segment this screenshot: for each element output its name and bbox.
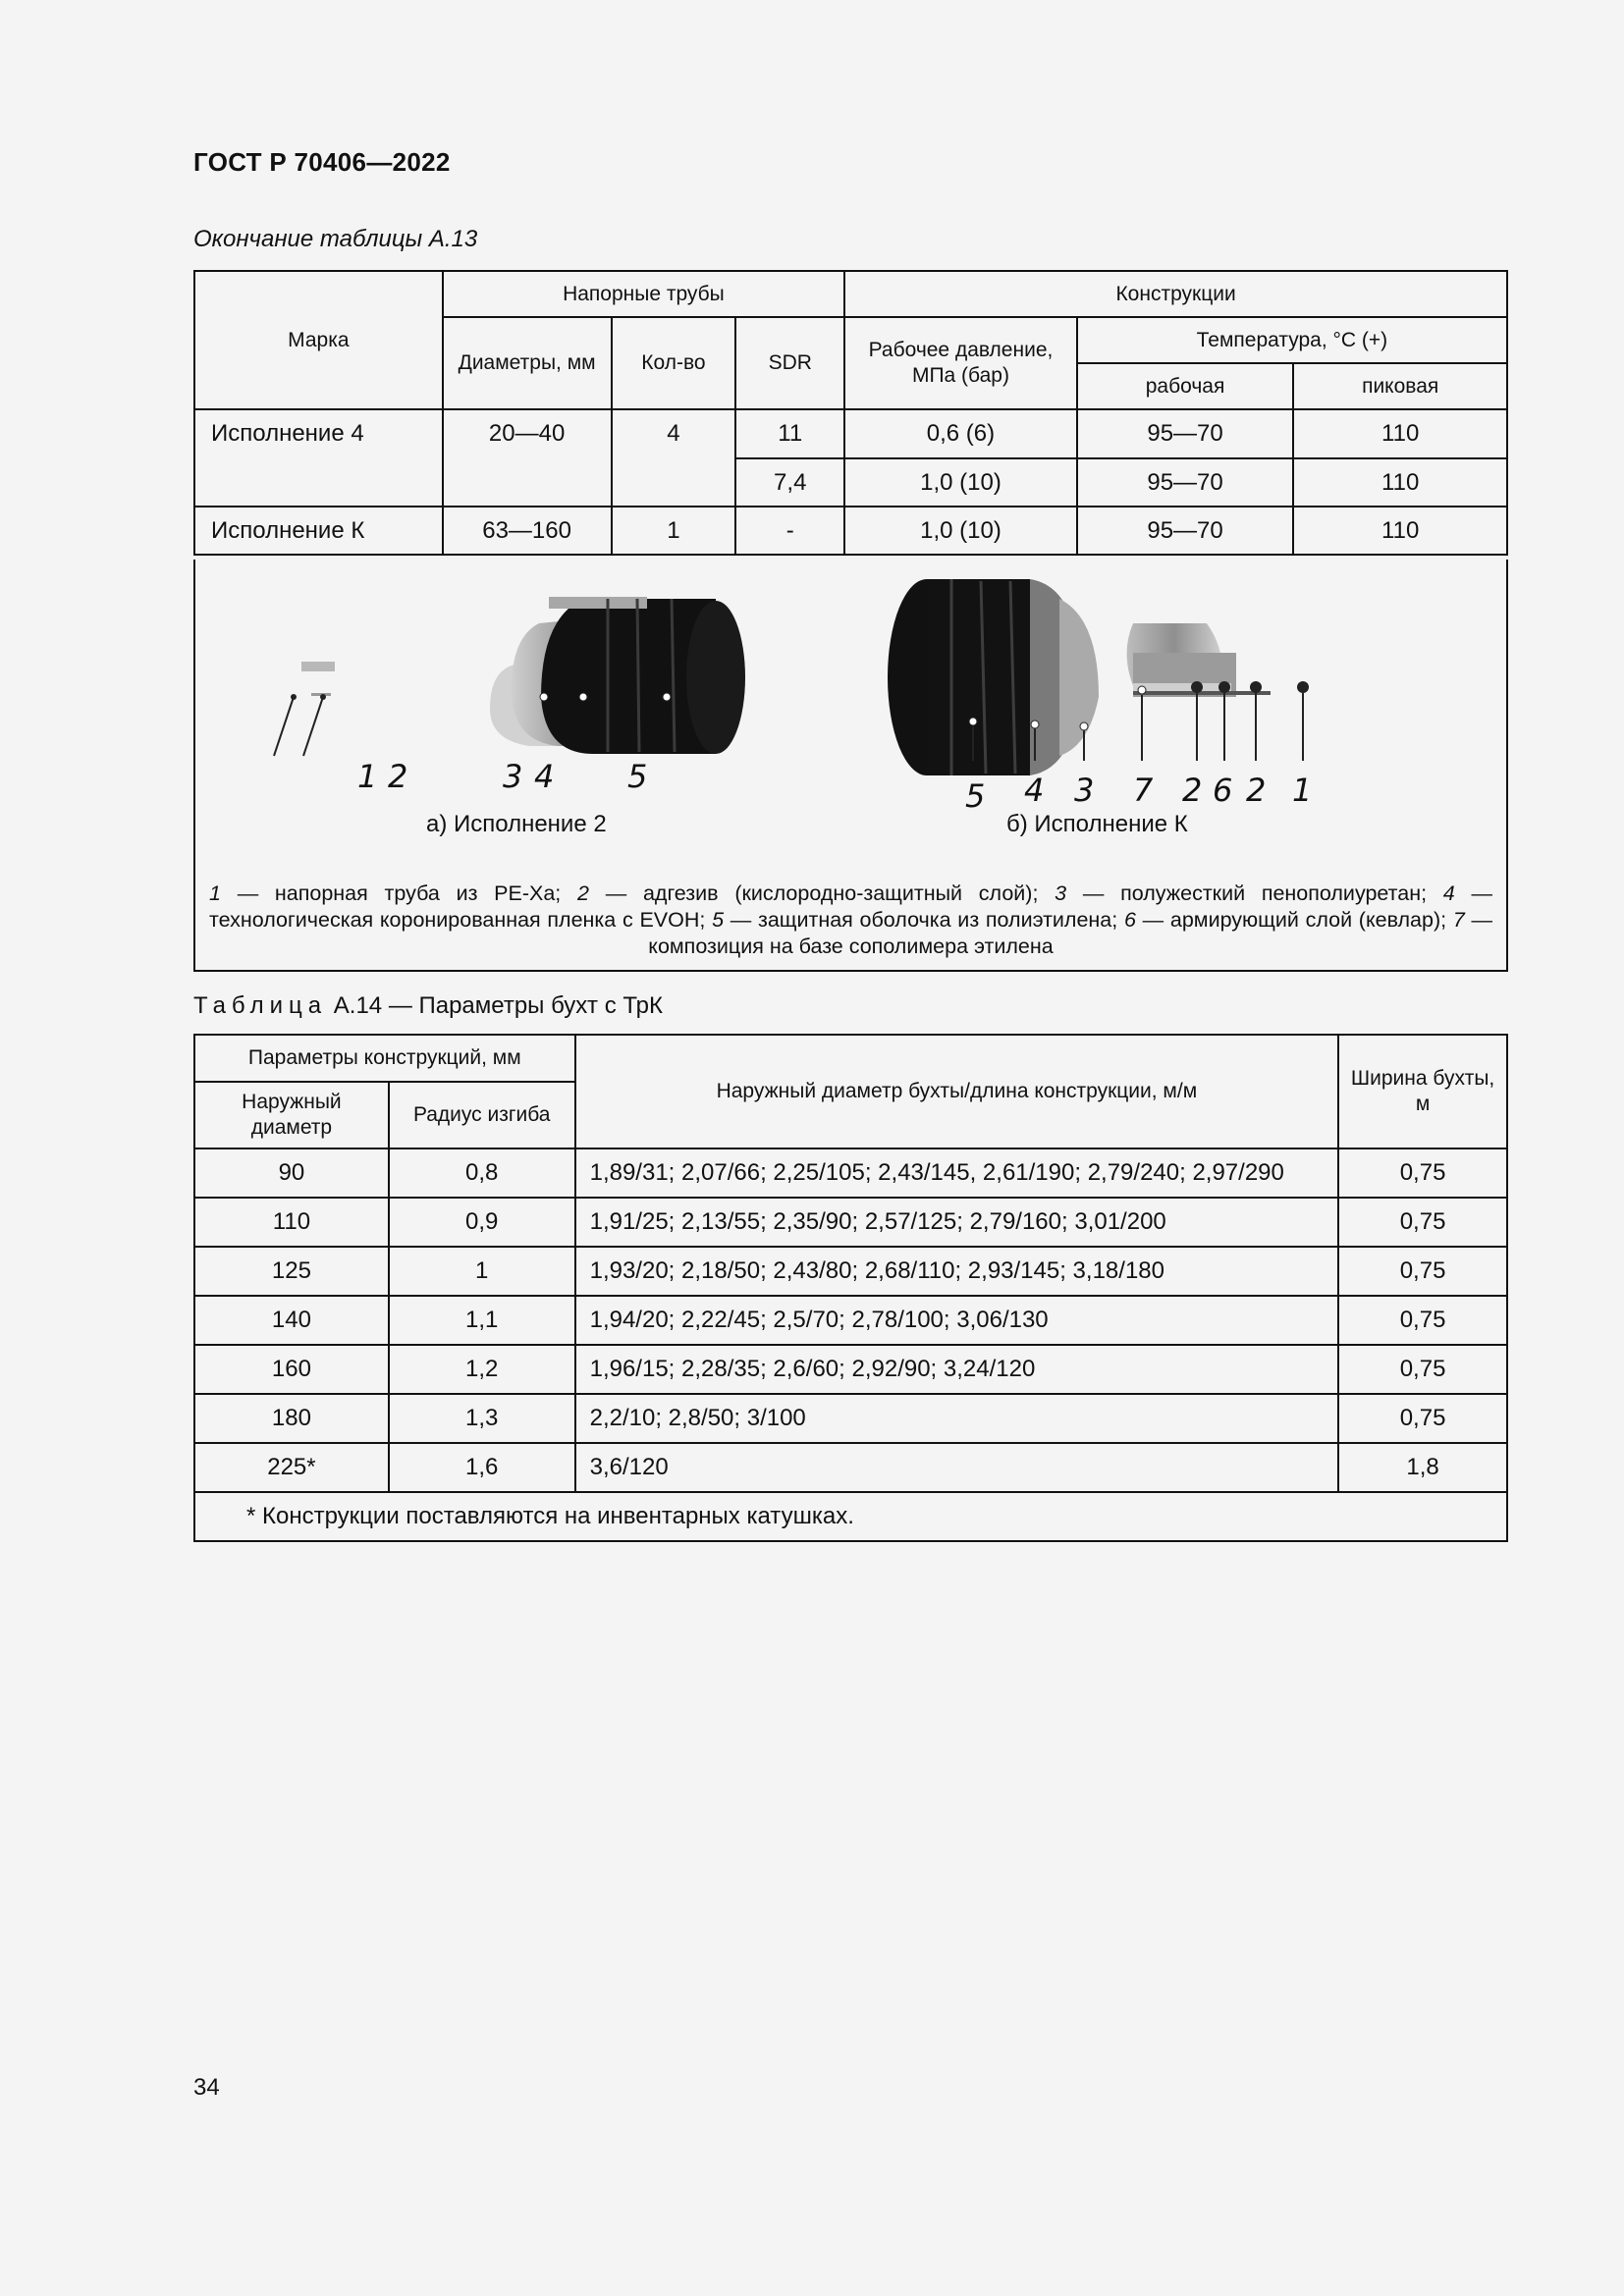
fig-b-number-5: 5: [965, 777, 986, 815]
header-temperature: Температура, °С (+): [1077, 317, 1507, 363]
cell-coil: 1,89/31; 2,07/66; 2,25/105; 2,43/145, 2,61/190; 2,79/240; 2,97/290: [575, 1148, 1339, 1198]
table-a14-caption: Таблица А.14 — Параметры бухт с ТрК: [193, 992, 664, 1019]
cell-diameter: 125: [194, 1247, 389, 1296]
header-outer-diameter: Наружный диаметр: [194, 1082, 389, 1148]
cell-diameters: 63—160: [443, 507, 612, 555]
table-continuation-caption: Окончание таблицы А.13: [193, 226, 478, 252]
fig-b-number-3: 3: [1074, 772, 1095, 809]
cell-radius: 1: [389, 1247, 575, 1296]
fig-b-number-2b: 2: [1246, 772, 1267, 809]
cell-coil: 1,93/20; 2,18/50; 2,43/80; 2,68/110; 2,93/145; 3,18/180: [575, 1247, 1339, 1296]
fig-b-number-6: 6: [1213, 772, 1233, 809]
cell-diameter: 90: [194, 1148, 389, 1198]
cell-pressure: 1,0 (10): [844, 458, 1077, 507]
cell-diameter: 180: [194, 1394, 389, 1443]
pipe-illustrations: [195, 560, 1506, 874]
cell-width: 0,75: [1338, 1148, 1507, 1198]
fig-a-number-1: 1: [357, 758, 378, 795]
table-row: [194, 1148, 1507, 1198]
cell-working: 95—70: [1077, 458, 1294, 507]
table-row: [194, 409, 1507, 458]
cell-marka: Исполнение 4: [194, 409, 443, 507]
table-row: [194, 507, 1507, 555]
table-row: [194, 1443, 1507, 1492]
cell-coil: 1,91/25; 2,13/55; 2,35/90; 2,57/125; 2,79/160; 3,01/200: [575, 1198, 1339, 1247]
header-peak-temp: пиковая: [1293, 363, 1507, 409]
table-footnote: * Конструкции поставляются на инвентарных катушках.: [194, 1492, 1507, 1541]
cell-width: 0,75: [1338, 1296, 1507, 1345]
fig-b-number-1: 1: [1292, 772, 1313, 809]
fig-a-number-5: 5: [627, 758, 648, 795]
cell-coil: 1,96/15; 2,28/35; 2,6/60; 2,92/90; 3,24/120: [575, 1345, 1339, 1394]
fig-a-number-3: 3: [503, 758, 523, 795]
cell-radius: 0,8: [389, 1148, 575, 1198]
figure-caption-b: б) Исполнение К: [1006, 811, 1188, 837]
cell-width: 0,75: [1338, 1247, 1507, 1296]
header-constructions: Конструкции: [844, 271, 1507, 317]
header-sdr: SDR: [735, 317, 844, 409]
cell-width: 1,8: [1338, 1443, 1507, 1492]
table-row: [194, 1247, 1507, 1296]
cell-radius: 1,3: [389, 1394, 575, 1443]
cell-count: 4: [612, 409, 736, 507]
header-marka: Марка: [194, 271, 443, 409]
cell-pressure: 0,6 (6): [844, 409, 1077, 458]
cell-radius: 1,1: [389, 1296, 575, 1345]
cell-width: 0,75: [1338, 1198, 1507, 1247]
table-row: [194, 1198, 1507, 1247]
pipe-illustration-b: [888, 579, 1309, 775]
fig-a-number-4: 4: [534, 758, 555, 795]
cell-radius: 1,6: [389, 1443, 575, 1492]
page-number: 34: [193, 2074, 220, 2101]
cell-working: 95—70: [1077, 507, 1294, 555]
figure-legend: 1 — напорная труба из PE-Xa; 2 — адгезив (кислородно-защитный слой); 3 — полужесткий пенополиуретан; 4 — технологическая коронированная пленка с EVOH; 5 — защитная оболочка из полиэтилена; 6 — армирующий слой (кевлар); 7 — композиция на базе сополимера этилена: [209, 881, 1492, 958]
cell-working: 95—70: [1077, 409, 1294, 458]
cell-diameter: 140: [194, 1296, 389, 1345]
cell-sdr: 7,4: [735, 458, 844, 507]
table-row: [194, 1345, 1507, 1394]
cell-coil: 3,6/120: [575, 1443, 1339, 1492]
cell-diameter: 160: [194, 1345, 389, 1394]
fig-a-number-2: 2: [388, 758, 408, 795]
fig-b-number-2: 2: [1182, 772, 1203, 809]
cell-radius: 0,9: [389, 1198, 575, 1247]
table-a14: [193, 1034, 1508, 1542]
header-coil-diameter: Наружный диаметр бухты/длина конструкции, м/м: [575, 1035, 1339, 1148]
header-diameters: Диаметры, мм: [443, 317, 612, 409]
header-working-temp: рабочая: [1077, 363, 1294, 409]
header-pressure-pipes: Напорные трубы: [443, 271, 844, 317]
cell-width: 0,75: [1338, 1394, 1507, 1443]
figure-pipe-constructions: [193, 560, 1508, 972]
document-code: ГОСТ Р 70406—2022: [193, 147, 451, 177]
cell-coil: 1,94/20; 2,22/45; 2,5/70; 2,78/100; 3,06/130: [575, 1296, 1339, 1345]
header-coil-width: Ширина бухты, м: [1338, 1035, 1507, 1148]
cell-sdr: 11: [735, 409, 844, 458]
header-bend-radius: Радиус изгиба: [389, 1082, 575, 1148]
table-row: [194, 1296, 1507, 1345]
cell-width: 0,75: [1338, 1345, 1507, 1394]
cell-sdr: -: [735, 507, 844, 555]
cell-peak: 110: [1293, 507, 1507, 555]
cell-coil: 2,2/10; 2,8/50; 3/100: [575, 1394, 1339, 1443]
cell-pressure: 1,0 (10): [844, 507, 1077, 555]
cell-peak: 110: [1293, 409, 1507, 458]
cell-count: 1: [612, 507, 736, 555]
header-params: Параметры конструкций, мм: [194, 1035, 575, 1082]
cell-peak: 110: [1293, 458, 1507, 507]
table-row: [194, 1394, 1507, 1443]
fig-b-number-7: 7: [1133, 772, 1154, 809]
cell-diameter: 110: [194, 1198, 389, 1247]
header-working-pressure: Рабочее давление, МПа (бар): [844, 317, 1077, 409]
pipe-illustration-a: [274, 597, 745, 756]
cell-diameter: 225*: [194, 1443, 389, 1492]
header-count: Кол-во: [612, 317, 736, 409]
cell-marka: Исполнение К: [194, 507, 443, 555]
table-a13: [193, 270, 1508, 556]
cell-diameters: 20—40: [443, 409, 612, 507]
fig-b-number-4: 4: [1024, 772, 1045, 809]
figure-caption-a: а) Исполнение 2: [426, 811, 607, 837]
cell-radius: 1,2: [389, 1345, 575, 1394]
